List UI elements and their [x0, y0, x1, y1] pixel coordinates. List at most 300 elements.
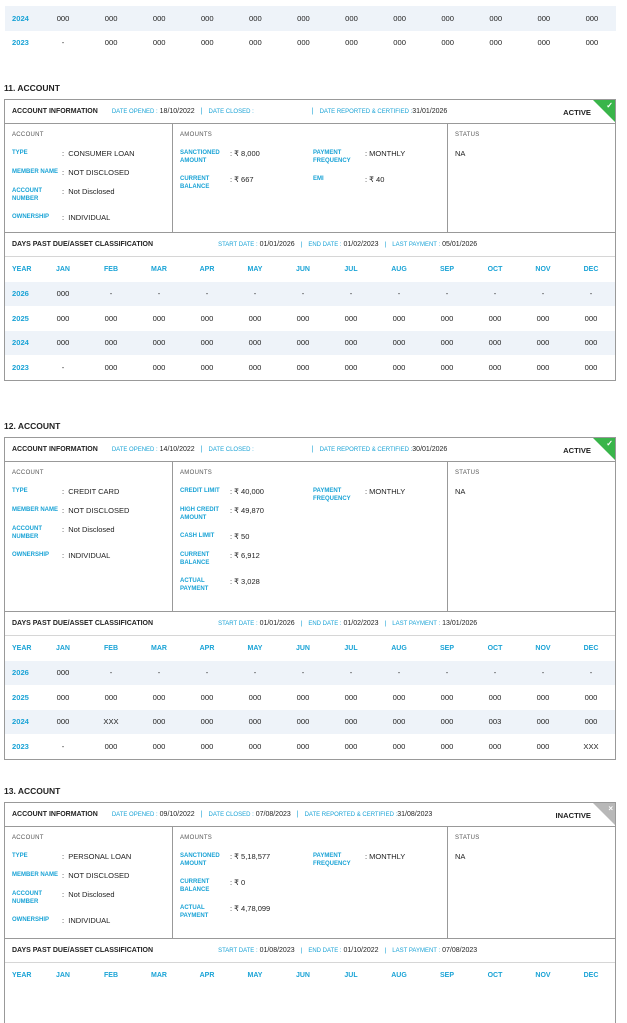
dpd-cell: JAN	[55, 971, 70, 979]
dpd-cell: -	[205, 289, 209, 299]
amount-row	[180, 852, 313, 868]
account-section-title: 12. ACCOUNT	[4, 421, 61, 431]
dpd-cell: JUN	[295, 265, 310, 273]
amounts-column-heading: AMOUNTS	[180, 470, 213, 476]
dpd-cell: 000	[104, 338, 118, 348]
dpd-cell: 000	[200, 13, 214, 23]
dpd-cell: MAR	[151, 265, 167, 273]
account-column-heading: ACCOUNT	[12, 132, 44, 138]
status-column	[448, 827, 615, 938]
member-name-value: : NOT DISCLOSED	[62, 871, 130, 880]
amount-row	[180, 506, 313, 522]
check-icon: ✓	[606, 101, 613, 110]
amount-value: : ₹ 6,912	[230, 551, 260, 560]
dpd-cell: 000	[585, 13, 599, 23]
type-label: TYPE	[12, 488, 28, 494]
dpd-cell: 000	[296, 338, 310, 348]
dpd-cell: 000	[585, 38, 599, 48]
account-section-title: 13. ACCOUNT	[4, 786, 61, 796]
dpd-year-table	[5, 636, 615, 759]
dpd-cell: 000	[584, 313, 598, 323]
dpd-cell: MAR	[151, 971, 167, 979]
type-label: TYPE	[12, 150, 28, 156]
year-cell: 2023	[12, 741, 29, 751]
dpd-cell: OCT	[487, 971, 503, 979]
year-header: YEAR	[12, 265, 32, 273]
dpd-cell: FEB	[104, 971, 118, 979]
account-number-label: ACCOUNT NUMBER	[12, 891, 42, 905]
dpd-cell: 000	[392, 338, 406, 348]
dpd-cell: 000	[200, 362, 214, 372]
amount-label: PAYMENT FREQUENCY	[313, 853, 351, 867]
separator: |	[200, 108, 203, 115]
amount-row	[180, 487, 313, 496]
type-value: : CREDIT CARD	[62, 487, 120, 496]
amount-row	[313, 487, 405, 503]
date-opened-value: 18/10/2022	[157, 108, 195, 115]
dpd-cell: 000	[344, 313, 358, 323]
status-column	[448, 124, 615, 232]
dpd-cell: 000	[104, 38, 118, 48]
amounts-column	[173, 827, 448, 938]
dpd-cell: 000	[392, 362, 406, 372]
ownership-label: OWNERSHIP	[12, 917, 50, 923]
amounts-column-heading: AMOUNTS	[180, 132, 213, 138]
dpd-cell: AUG	[391, 265, 407, 273]
dpd-cell: -	[445, 289, 449, 299]
account-status-flag: ACTIVE	[563, 108, 591, 117]
amount-label: CURRENT BALANCE	[180, 176, 210, 190]
status-column	[448, 462, 615, 611]
dpd-cell: 000	[56, 13, 70, 23]
separator: |	[300, 241, 303, 248]
dpd-cell: DEC	[583, 644, 599, 652]
dpd-bar	[5, 233, 615, 257]
date-reported-label: DATE REPORTED & CERTIFIED :	[319, 446, 413, 453]
dpd-cell: 000	[248, 338, 262, 348]
separator: |	[300, 947, 303, 954]
dpd-cell: SEP	[439, 644, 454, 652]
dpd-cell: -	[301, 668, 305, 678]
dpd-label: DAYS PAST DUE/ASSET CLASSIFICATION	[12, 947, 154, 954]
year-header: YEAR	[12, 644, 32, 652]
dpd-cell: FEB	[104, 265, 118, 273]
dpd-cell: 000	[152, 692, 166, 702]
amount-value: : MONTHLY	[365, 487, 406, 496]
account-section-title: 11. ACCOUNT	[4, 83, 60, 93]
account-number-label: ACCOUNT NUMBER	[12, 526, 42, 540]
dpd-cell: 000	[440, 692, 454, 702]
year-row	[5, 306, 615, 331]
dpd-cell: 000	[392, 692, 406, 702]
dpd-cell: 000	[249, 38, 262, 48]
end-date-value: 01/10/2022	[341, 947, 379, 954]
dpd-cell: JUL	[344, 971, 358, 979]
dpd-cell: 000	[488, 338, 502, 348]
amount-row	[180, 577, 313, 593]
type-row	[12, 852, 165, 861]
separator: |	[200, 446, 203, 453]
amount-value: : ₹ 0	[230, 878, 246, 887]
ownership-label: OWNERSHIP	[12, 214, 50, 220]
account-info-bar	[5, 100, 615, 124]
year-cell: 2024	[12, 717, 29, 727]
dpd-cell: 000	[104, 741, 118, 751]
dpd-cell: MAY	[247, 644, 263, 652]
date-reported-label: DATE REPORTED & CERTIFIED :	[319, 108, 413, 115]
amount-label: PAYMENT FREQUENCY	[313, 150, 351, 164]
year-cell: 2023	[12, 38, 29, 48]
amount-value: : ₹ 40	[365, 175, 385, 184]
year-row	[5, 734, 615, 759]
amounts-column	[173, 462, 448, 611]
dpd-cell: 000	[345, 13, 358, 23]
date-reported-value: 30/01/2026	[412, 446, 448, 453]
account-column	[5, 124, 173, 232]
dpd-cell: 000	[488, 313, 502, 323]
dpd-cell: -	[397, 289, 401, 299]
separator: |	[300, 620, 303, 627]
dpd-cell: 000	[296, 313, 310, 323]
dpd-cell: 000	[392, 313, 406, 323]
end-date-label: END DATE :	[308, 947, 342, 954]
separator: |	[296, 811, 299, 818]
dpd-cell: 000	[344, 692, 358, 702]
dpd-cell: 000	[440, 362, 454, 372]
dpd-cell: -	[61, 38, 65, 48]
year-row	[5, 685, 615, 710]
dpd-cell: -	[253, 289, 257, 299]
ownership-value: : INDIVIDUAL	[62, 551, 111, 560]
dpd-label: DAYS PAST DUE/ASSET CLASSIFICATION	[12, 620, 154, 627]
account-column	[5, 827, 173, 938]
year-row	[5, 282, 615, 307]
dpd-cell: 000	[440, 717, 454, 727]
dpd-cell: JUN	[295, 971, 310, 979]
dpd-cell: 000	[104, 313, 118, 323]
dpd-cell: OCT	[487, 265, 503, 273]
account-info-label: ACCOUNT INFORMATION	[12, 446, 98, 453]
member-name-label: MEMBER NAME	[12, 872, 58, 878]
month-header-row	[5, 636, 615, 661]
year-cell: 2025	[12, 313, 29, 323]
dpd-cell: 000	[152, 338, 166, 348]
dpd-cell: 000	[296, 717, 310, 727]
account-status-flag: INACTIVE	[555, 811, 591, 820]
separator: |	[311, 446, 314, 453]
end-date-label: END DATE :	[308, 620, 342, 627]
status-column-heading: STATUS	[455, 470, 480, 476]
dpd-cell: -	[253, 668, 257, 678]
amount-label: HIGH CREDIT AMOUNT	[180, 507, 219, 521]
dpd-cell: 000	[344, 717, 358, 727]
dpd-cell: 000	[104, 13, 118, 23]
dpd-cell: 000	[200, 338, 214, 348]
member-name-row	[12, 506, 165, 515]
dpd-cell: 000	[297, 38, 310, 48]
dpd-cell: APR	[199, 265, 215, 273]
dpd-cell: -	[589, 668, 593, 678]
dpd-cell: OCT	[487, 644, 503, 652]
start-date-label: START DATE :	[218, 947, 258, 954]
dpd-cell: -	[493, 289, 497, 299]
dpd-cell: 000	[584, 362, 598, 372]
type-label: TYPE	[12, 853, 28, 859]
amount-value: : ₹ 40,000	[230, 487, 264, 496]
amount-label: CASH LIMIT	[180, 533, 215, 539]
dpd-cell: 000	[440, 741, 454, 751]
account-number-row	[12, 187, 165, 203]
account-details	[5, 124, 615, 233]
dpd-cell: -	[541, 668, 545, 678]
type-value: : CONSUMER LOAN	[62, 149, 135, 158]
dpd-cell: 000	[56, 289, 70, 299]
dpd-cell: -	[301, 289, 305, 299]
year-row	[5, 31, 616, 56]
account-column-heading: ACCOUNT	[12, 835, 44, 841]
dpd-cell: APR	[199, 644, 215, 652]
dpd-cell: 000	[104, 362, 118, 372]
dpd-cell: 000	[152, 13, 166, 23]
account-number-row	[12, 890, 165, 906]
amount-value: : ₹ 4,78,099	[230, 904, 271, 913]
dpd-cell: 000	[248, 741, 262, 751]
date-opened-label: DATE OPENED :	[111, 446, 158, 453]
end-date-value: 01/02/2023	[341, 241, 379, 248]
amount-row	[313, 149, 405, 165]
dpd-cell: 000	[344, 338, 358, 348]
type-row	[12, 487, 165, 496]
start-date-value: 01/01/2026	[257, 241, 295, 248]
dpd-label: DAYS PAST DUE/ASSET CLASSIFICATION	[12, 241, 154, 248]
month-header-row	[5, 963, 615, 988]
amount-label: SANCTIONED AMOUNT	[180, 853, 220, 867]
ownership-row	[12, 916, 165, 925]
dpd-cell: DEC	[583, 265, 599, 273]
amount-value: : ₹ 8,000	[230, 149, 260, 158]
member-name-label: MEMBER NAME	[12, 507, 58, 513]
account-card	[4, 437, 616, 760]
year-row	[5, 6, 616, 31]
dpd-cell: 000	[152, 717, 166, 727]
dpd-cell: 000	[392, 741, 406, 751]
start-date-value: 01/01/2026	[257, 620, 295, 627]
status-column-heading: STATUS	[455, 835, 480, 841]
dpd-cell: 000	[344, 741, 358, 751]
dpd-cell: -	[397, 668, 401, 678]
amount-label: EMI	[313, 176, 324, 182]
last-payment-value: 13/01/2026	[440, 620, 478, 627]
last-payment-value: 05/01/2026	[440, 241, 478, 248]
separator: |	[200, 811, 203, 818]
dpd-cell: 000	[248, 362, 262, 372]
amount-value: : ₹ 5,18,577	[230, 852, 271, 861]
date-closed-value	[254, 446, 306, 453]
member-name-value: : NOT DISCLOSED	[62, 506, 130, 515]
year-cell: 2024	[12, 13, 29, 23]
dpd-cell: 000	[152, 313, 166, 323]
separator: |	[311, 108, 314, 115]
dpd-cell: -	[349, 668, 353, 678]
amount-label: ACTUAL PAYMENT	[180, 578, 209, 592]
end-date-label: END DATE :	[308, 241, 342, 248]
dpd-cell: 000	[200, 717, 214, 727]
dpd-cell: -	[157, 289, 161, 299]
account-card	[4, 99, 616, 381]
account-number-label: ACCOUNT NUMBER	[12, 188, 42, 202]
date-opened-label: DATE OPENED :	[111, 811, 158, 818]
dpd-cell: -	[61, 362, 65, 372]
dpd-cell: 000	[441, 13, 454, 23]
account-number-value: : Not Disclosed	[62, 187, 115, 196]
amounts-column	[173, 124, 448, 232]
amount-row	[180, 878, 313, 894]
dpd-cell: JAN	[55, 265, 70, 273]
close-icon: ×	[608, 804, 613, 813]
dpd-cell: XXX	[583, 741, 599, 751]
date-closed-value	[254, 108, 306, 115]
dpd-cell: MAY	[247, 265, 263, 273]
account-number-value: : Not Disclosed	[62, 890, 115, 899]
year-cell: 2023	[12, 362, 29, 372]
last-payment-label: LAST PAYMENT :	[392, 620, 441, 627]
dpd-cell: 000	[152, 741, 166, 751]
dpd-cell: JUL	[344, 265, 358, 273]
account-status-flag: ACTIVE	[563, 446, 591, 455]
dpd-cell: 000	[56, 717, 70, 727]
amount-label: PAYMENT FREQUENCY	[313, 488, 351, 502]
account-number-value: : Not Disclosed	[62, 525, 115, 534]
dpd-cell: DEC	[583, 971, 599, 979]
account-card	[4, 802, 616, 1023]
dpd-cell: 000	[56, 692, 70, 702]
date-closed-label: DATE CLOSED :	[208, 446, 254, 453]
type-value: : PERSONAL LOAN	[62, 852, 132, 861]
dpd-cell: 000	[584, 717, 598, 727]
dpd-cell: 000	[393, 38, 406, 48]
dpd-cell: 000	[536, 313, 550, 323]
ownership-label: OWNERSHIP	[12, 552, 50, 558]
start-date-value: 01/08/2023	[257, 947, 295, 954]
dpd-cell: 000	[393, 13, 406, 23]
dpd-cell: 000	[248, 717, 262, 727]
amounts-column-heading: AMOUNTS	[180, 835, 213, 841]
prev-account-year-table	[5, 6, 616, 55]
amount-label: CREDIT LIMIT	[180, 488, 220, 494]
ownership-row	[12, 551, 165, 560]
account-column	[5, 462, 173, 611]
dpd-cell: 000	[392, 717, 406, 727]
dpd-cell: -	[541, 289, 545, 299]
amount-value: : MONTHLY	[365, 852, 406, 861]
amount-row	[180, 551, 313, 567]
dpd-cell: 000	[488, 362, 502, 372]
dpd-cell: 000	[489, 13, 503, 23]
account-info-label: ACCOUNT INFORMATION	[12, 811, 98, 818]
dpd-cell: XXX	[103, 717, 119, 727]
date-reported-value: 31/01/2026	[412, 108, 448, 115]
amount-label: ACTUAL PAYMENT	[180, 905, 209, 919]
year-cell: 2026	[12, 289, 29, 299]
separator: |	[384, 620, 387, 627]
dpd-cell: 000	[200, 38, 214, 48]
dpd-cell: 000	[345, 38, 358, 48]
dpd-cell: 000	[344, 362, 358, 372]
account-details	[5, 462, 615, 612]
dpd-cell: 000	[584, 692, 598, 702]
separator: |	[384, 947, 387, 954]
dpd-cell: 000	[152, 362, 166, 372]
check-icon: ✓	[606, 439, 613, 448]
dpd-cell: -	[589, 289, 593, 299]
dpd-cell: 000	[152, 38, 166, 48]
dpd-cell: 000	[440, 313, 454, 323]
dpd-cell: 000	[200, 313, 214, 323]
amount-row	[180, 175, 313, 191]
dpd-cell: -	[61, 741, 65, 751]
account-info-label: ACCOUNT INFORMATION	[12, 108, 98, 115]
ownership-row	[12, 213, 165, 222]
dpd-cell: -	[349, 289, 353, 299]
status-column-heading: STATUS	[455, 132, 480, 138]
dpd-cell: 000	[489, 38, 503, 48]
account-number-row	[12, 525, 165, 541]
dpd-cell: 003	[488, 717, 502, 727]
dpd-cell: 000	[440, 338, 454, 348]
amount-value: : ₹ 667	[230, 175, 254, 184]
date-closed-value: 07/08/2023	[253, 811, 291, 818]
dpd-bar	[5, 612, 615, 636]
month-header-row	[5, 257, 615, 282]
dpd-cell: 000	[536, 338, 550, 348]
year-cell: 2025	[12, 692, 29, 702]
member-name-label: MEMBER NAME	[12, 169, 58, 175]
year-row	[5, 331, 615, 356]
amount-value: : ₹ 49,870	[230, 506, 264, 515]
year-row	[5, 661, 615, 686]
date-opened-value: 09/10/2022	[157, 811, 195, 818]
year-header: YEAR	[12, 971, 32, 979]
dpd-cell: 000	[536, 692, 550, 702]
dpd-cell: 000	[537, 38, 551, 48]
status-value: NA	[455, 852, 466, 861]
date-reported-label: DATE REPORTED & CERTIFIED :	[304, 811, 398, 818]
dpd-cell: SEP	[439, 971, 454, 979]
dpd-cell: JUN	[295, 644, 310, 652]
dpd-cell: -	[205, 668, 209, 678]
last-payment-value: 07/08/2023	[440, 947, 478, 954]
dpd-cell: 000	[296, 362, 310, 372]
member-name-value: : NOT DISCLOSED	[62, 168, 130, 177]
member-name-row	[12, 168, 165, 177]
dpd-cell: FEB	[104, 644, 118, 652]
start-date-label: START DATE :	[218, 620, 258, 627]
dpd-bar	[5, 939, 615, 963]
amount-row	[180, 149, 313, 165]
dpd-cell: 000	[56, 313, 70, 323]
amount-row	[313, 175, 405, 184]
dpd-cell: -	[493, 668, 497, 678]
amount-value: : ₹ 50	[230, 532, 250, 541]
amount-label: CURRENT BALANCE	[180, 879, 210, 893]
amount-label: CURRENT BALANCE	[180, 552, 210, 566]
year-row	[5, 710, 615, 735]
dpd-cell: 000	[536, 362, 550, 372]
status-value: NA	[455, 487, 466, 496]
dpd-cell: 000	[296, 692, 310, 702]
end-date-value: 01/02/2023	[341, 620, 379, 627]
dpd-cell: 000	[297, 13, 310, 23]
